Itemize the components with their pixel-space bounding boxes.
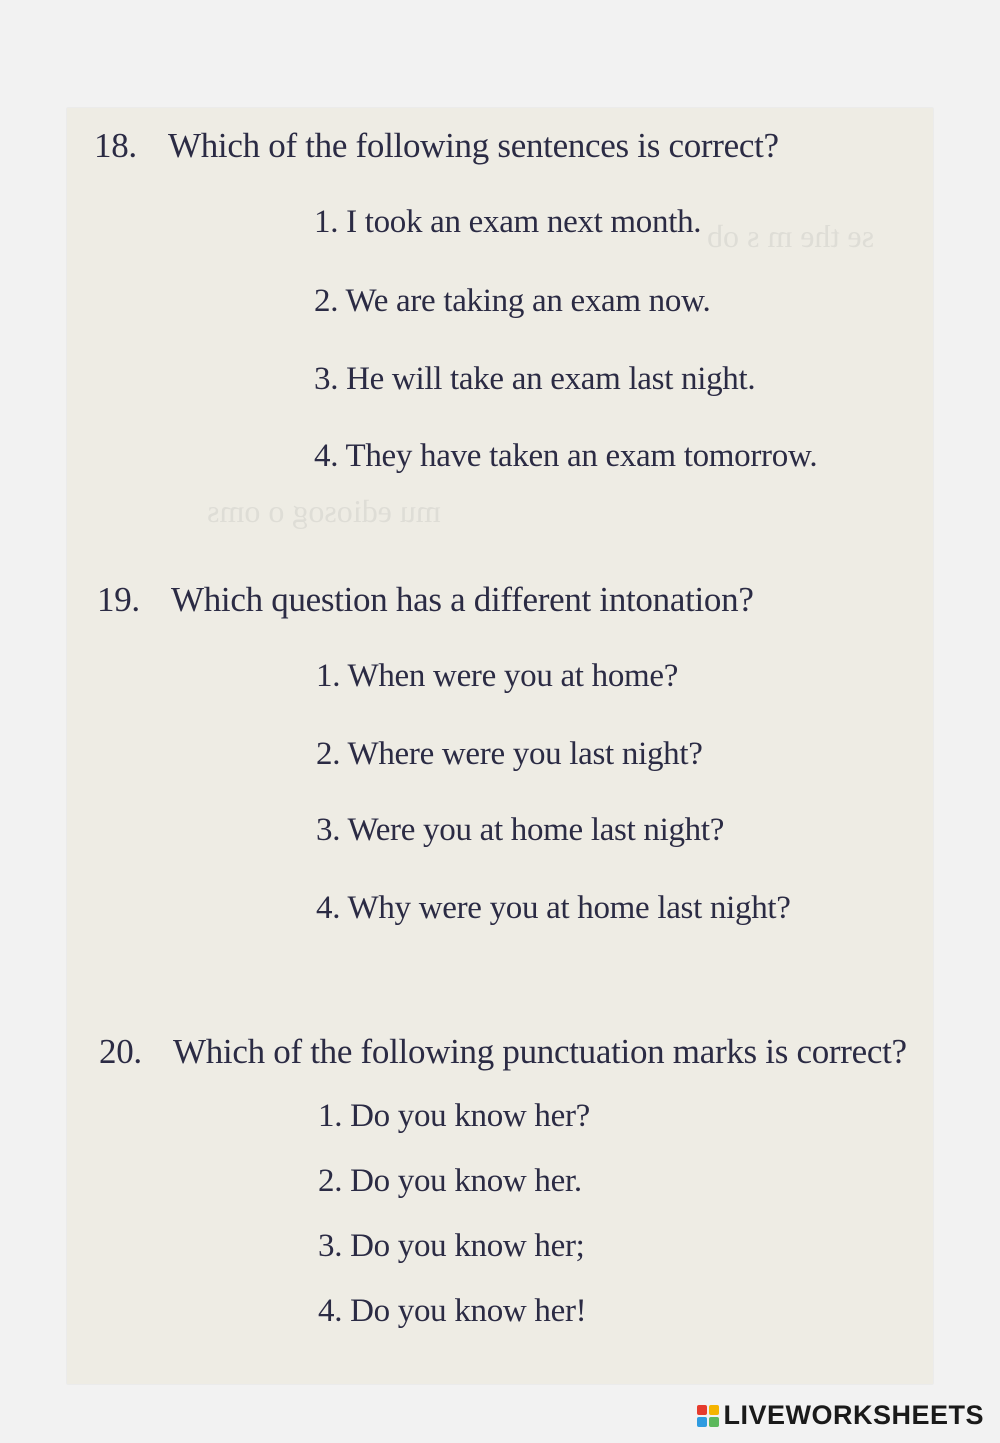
question-18-option-2: 2. We are taking an exam now. [314, 283, 711, 319]
question-20-option-4: 4. Do you know her! [318, 1293, 587, 1329]
question-19 [97, 580, 754, 620]
bleed-through-mark: mu ediosog o oms [207, 493, 441, 529]
liveworksheets-logo-icon [697, 1405, 719, 1427]
question-20-option-1: 1. Do you know her? [318, 1098, 590, 1134]
question-19-option-4: 4. Why were you at home last night? [316, 890, 791, 926]
question-20-option-2: 2. Do you know her. [318, 1163, 582, 1199]
question-19-option-3: 3. Were you at home last night? [316, 812, 725, 848]
question-20-option-3: 3. Do you know her; [318, 1228, 585, 1264]
question-18-option-3: 3. He will take an exam last night. [314, 361, 756, 397]
question-text: Which of the following punctuation marks is correct? [173, 1032, 907, 1071]
question-19-option-2: 2. Where were you last night? [316, 736, 703, 772]
question-19-option-1: 1. When were you at home? [316, 658, 679, 694]
question-20 [99, 1032, 907, 1072]
question-text: Which question has a different intonation? [171, 580, 754, 619]
question-18-option-1: 1. I took an exam next month. [314, 204, 702, 240]
liveworksheets-brand[interactable] [697, 1400, 984, 1431]
question-number: 19. [97, 580, 140, 619]
bleed-through-mark: se the m s ob [707, 218, 875, 254]
question-text: Which of the following sentences is correct? [168, 126, 779, 165]
question-number: 18. [94, 126, 137, 165]
question-18-option-4: 4. They have taken an exam tomorrow. [314, 438, 818, 474]
brand-name: LIVEWORKSHEETS [723, 1400, 984, 1430]
scanned-page [67, 108, 933, 1384]
question-number: 20. [99, 1032, 142, 1071]
question-18 [94, 126, 779, 166]
